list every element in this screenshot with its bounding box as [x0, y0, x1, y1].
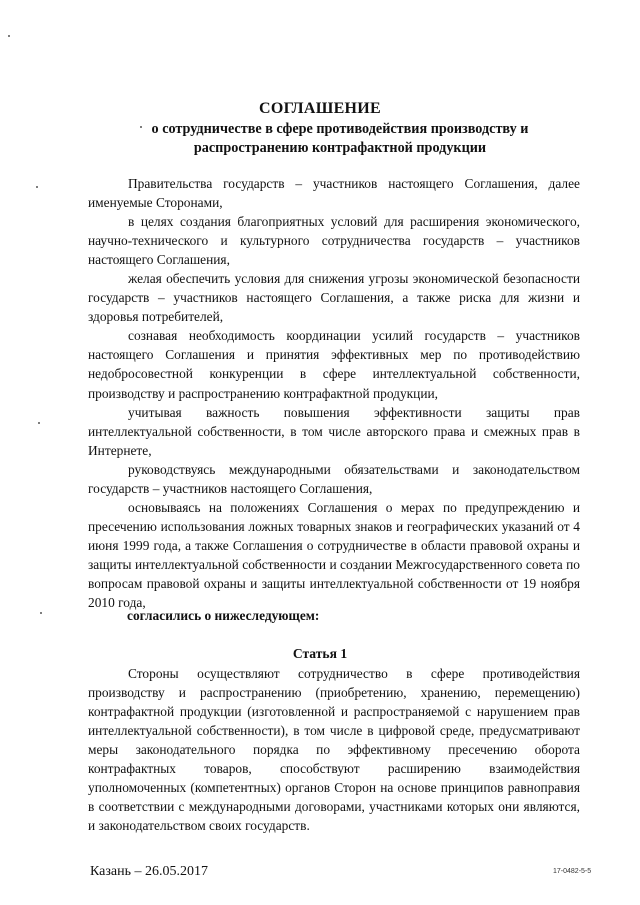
document-title: СОГЛАШЕНИЕ [258, 100, 382, 117]
document-subtitle: о сотрудничестве в сфере противодействия производству и распространению контрафактной продукции [151, 121, 529, 156]
preamble-paragraph: желая обеспечить условия для снижения угрозы экономической безопасности государств – участников настоящего Соглашения, а также риска для жизни и здоровья потребителей, [88, 271, 580, 325]
scan-mark [36, 186, 38, 188]
preamble-paragraph: основываясь на положениях Соглашения о мерах по предупреждению и пресечению использования ложных товарных знаков и географических указаний от 4 июня 1999 года, а также Соглашения о сотрудничестве в области правовой охраны и защиты интеллектуальной собственности и создании Межгосударственного совета по вопросам правовой охраны и защиты интеллектуальной собственности от 19 ноября 2010 года, [88, 499, 580, 611]
preamble [88, 174, 580, 612]
article-body [88, 664, 580, 835]
preamble-paragraph: в целях создания благоприятных условий для расширения экономического, научно-технического и культурного сотрудничества государств – участников настоящего Соглашения, [88, 214, 580, 268]
preamble-paragraph: сознавая необходимость координации усилий государств – участников настоящего Соглашения и принятия эффективных мер по противодействию недобросовестной конкуренции в сфере интеллектуальной собственности, производству и распространению контрафактной продукции, [88, 328, 580, 401]
footer-place-date: Казань – 26.05.2017 [90, 864, 208, 879]
scan-mark [8, 35, 10, 37]
scan-mark [38, 422, 40, 424]
article-paragraph: Стороны осуществляют сотрудничество в сфере противодействия производству и распространению (приобретению, хранению, перемещению) контрафактной продукции (изготовленной и распространяемой с нарушением прав интеллектуальной собственности), в том числе в цифровой среде, предусматривают меры законодательного порядка по эффективному пресечению оборота контрафактных товаров, способствуют расширению взаимодействия уполномоченных (компетентных) органов Сторон на основе принципов равноправия в соответствии с международными договорами, участниками которых они являются, и законодательством своих государств. [88, 666, 580, 834]
preamble-paragraph: руководствуясь международными обязательствами и законодательством государств – участников настоящего Соглашения, [88, 461, 580, 496]
article-title: Статья 1 [292, 646, 348, 661]
scan-mark [40, 612, 42, 614]
agreed-clause: согласились о нижеследующем: [127, 608, 320, 623]
footer-document-code: 17-0482-5-5 [553, 868, 592, 875]
preamble-paragraph: учитывая важность повышения эффективности защиты прав интеллектуальной собственности, в том числе авторского права и смежных прав в Интернете, [88, 404, 580, 458]
preamble-paragraph: Правительства государств – участников настоящего Соглашения, далее именуемые Сторонами, [88, 176, 580, 211]
